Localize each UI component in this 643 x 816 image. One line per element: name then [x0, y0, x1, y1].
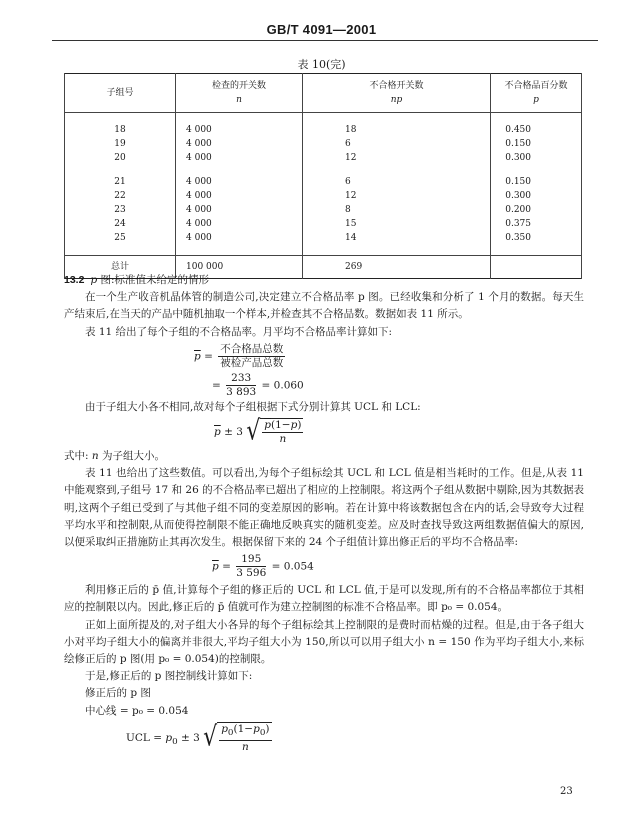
col-header-nonconforming: 不合格开关数 np	[303, 74, 491, 113]
col-header-subgroup: 子组号	[65, 74, 176, 113]
paragraph: 表 11 给出了每个子组的不合格品率。月平均不合格品率计算如下:	[85, 325, 393, 338]
formula-ucl: UCL = $p_0 \pm 3$ √ $\frac{p_0(1-p_0)}{n}$	[126, 721, 270, 753]
col-header-percent: 不合格品百分数 p	[491, 74, 582, 113]
table-row: 21 4 000 6 0.150	[65, 175, 582, 189]
page-number: 23	[560, 786, 573, 797]
standard-header: GB/T 4091—2001	[266, 22, 377, 37]
col-header-inspected: 检查的开关数 n	[176, 74, 303, 113]
formula-pbar-value: = $\frac{233}{3 893}$ = 0.060	[212, 371, 304, 398]
table-row: 25 4 000 14 0.350	[65, 231, 582, 245]
header-rule	[52, 40, 598, 41]
table-row: 18 4 000 18 0.450	[65, 123, 582, 137]
centerline-formula: 中心线 = p₀ = 0.054	[85, 704, 189, 717]
section-heading: 13.2 p 图:标准值未给定的情形	[64, 274, 210, 286]
paragraph: 于是,修正后的 p 图控制线计算如下:	[85, 670, 253, 683]
subheading: 修正后的 p 图	[85, 687, 151, 700]
data-table	[64, 73, 582, 279]
table-row: 20 4 000 12 0.300	[65, 151, 582, 165]
table-row: 19 4 000 6 0.150	[65, 137, 582, 151]
formula-revised-pbar: $\overline{p}$ = $\frac{195}{3 596}$ = 0.054	[212, 553, 314, 580]
table-body	[65, 113, 582, 279]
table-row: 23 4 000 8 0.200	[65, 203, 582, 217]
formula-pbar: $\overline{p}$ = $\frac{\text{不合格品总数}}{\text{被检产品总数}}$	[194, 342, 284, 369]
body-text	[64, 272, 584, 754]
paragraph: 正如上面所提及的,对子组大小各异的每个子组标绘其上控制限的是费时而枯燥的过程。但是,由于各子组大小对平均子组大小的偏离并非很大,平均子组大小为 150,所以可以用子组大小 n = 150 作为平均子组大小,来标绘修正后的 p 图(用 p₀ = 0.054)的控制限。	[64, 618, 584, 666]
paragraph: 利用修正后的 p̄ 值,计算每个子组的修正后的 UCL 和 LCL 值,于是可以发现,所有的不合格品率都位于其相应的控制限以内。因此,修正后的 p̄ 值就可作为建立控制图的标准不合格品率。即 p₀ = 0.054。	[64, 584, 584, 614]
table-total-row: 总计 100 000 269	[65, 256, 582, 279]
table-row: 24 4 000 15 0.375	[65, 217, 582, 231]
table-caption: 表 10(完)	[297, 58, 346, 71]
paragraph: 由于子组大小各不相同,故对每个子组根据下式分别计算其 UCL 和 LCL:	[85, 400, 421, 413]
paragraph: 表 11 也给出了这些数值。可以看出,为每个子组标绘其 UCL 和 LCL 值是相当耗时的工作。但是,从表 11 中能观察到,子组号 17 和 26 的不合格品率已超出了相应的上控制限。将这两个子组从数据中剔除,因为其数据表明,这两个子组已受到了与其他子组不同的变差原因的影响。若在计算中将该数据包含在内的话,会导致夸大过程平均水平和控制限,从而使得控制限不能正确地反映真实的随机变差。应及时查找导致这两组数据值偏大的原因,以便采取纠正措施防止其再次发生。根据保留下来的 24 个子组值计算出修正后的平均不合格品率:	[64, 467, 584, 549]
formula-limits: $\overline{p} \pm 3$ √ $\frac{p(1-\overline{p})}{n}$	[214, 415, 302, 448]
paragraph: 式中: n 为子组大小。	[64, 450, 165, 463]
table-row: 22 4 000 12 0.300	[65, 189, 582, 203]
paragraph: 在一个生产收音机晶体管的制造公司,决定建立不合格品率 p 图。已经收集和分析了 1 个月的数据。每天生产结束后,在当天的产品中随机抽取一个样本,并检查其不合格品数。数据如表 11 所示。	[64, 291, 584, 321]
